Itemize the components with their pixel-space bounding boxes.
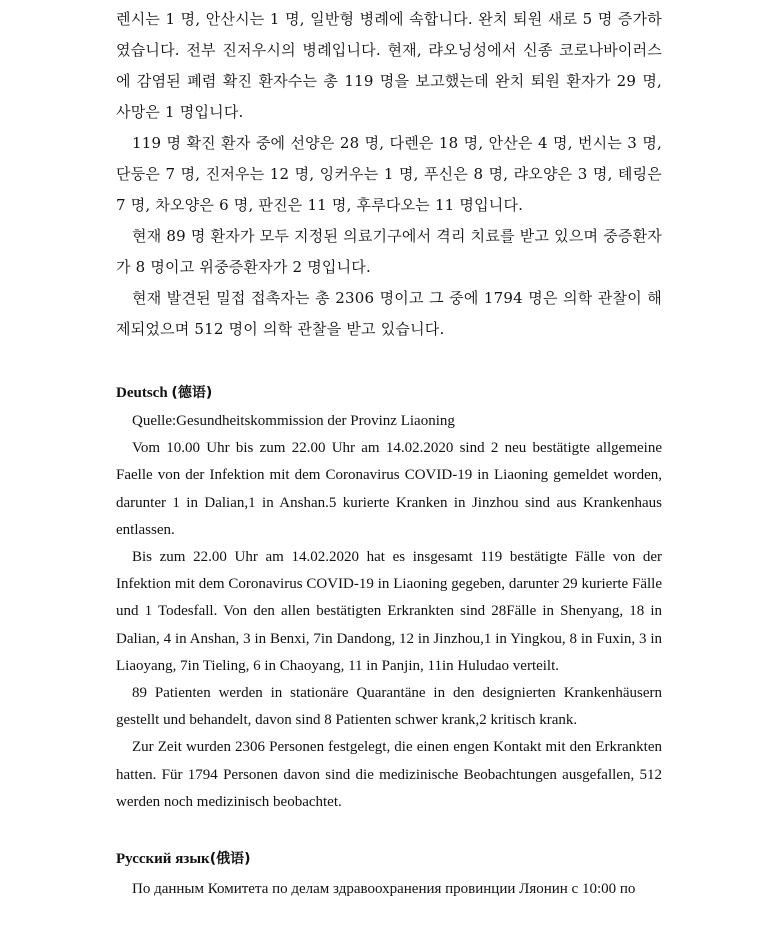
german-paragraph-3: 89 Patienten werden in stationäre Quarantäne in den designierten Krankenhäusern gestellt und behandelt, davon sind 8 Patienten schwer krank,2 kritisch krank. — [116, 685, 662, 729]
korean-paragraph-1: 렌시는 1 명, 안산시는 1 명, 일반형 병례에 속합니다. 완치 퇴원 새로 5 명 증가하였습니다. 전부 진저우시의 병례입니다. 현재, 랴오닝성에서 신종 코로나바이러스에 감염된 폐렴 확진 환자수는 총 119 명을 보고했는데 완치 퇴원 환자가 29 명, 사망은 1 명입니다. — [116, 10, 662, 121]
korean-paragraph-4: 현재 발견된 밀접 접촉자는 총 2306 명이고 그 중에 1794 명은 의학 관찰이 해제되었으며 512 명이 의학 관찰을 받고 있습니다. — [116, 289, 662, 338]
german-section — [116, 378, 662, 816]
russian-paragraph-1: По данным Комитета по делам здравоохранения провинции Ляонин с 10:00 по — [132, 881, 636, 898]
russian-heading — [116, 844, 662, 874]
german-heading-label: Deutsch — [116, 385, 168, 401]
russian-heading-chinese: (俄语) — [209, 851, 251, 868]
section-spacer — [116, 345, 662, 378]
document-page — [116, 4, 662, 904]
german-paragraph-4: Zur Zeit wurden 2306 Personen festgelegt, die einen engen Kontakt mit den Erkrankten hatten. Für 1794 Personen davon sind die medizinische Beobachtungen ausgefallen, 512 werden noch medizinisch beobachtet. — [116, 739, 662, 810]
german-paragraph-2: Bis zum 22.00 Uhr am 14.02.2020 hat es insgesamt 119 bestätigte Fälle von der Infektion mit dem Coronavirus COVID-19 in Liaoning gegeben, darunter 29 kurierte Fälle und 1 Todesfall. Von den allen bestätigten Erkrankten sind 28Fälle in Shenyang, 18 in Dalian, 4 in Anshan, 3 in Benxi, 7in Dandong, 12 in Jinzhou,1 in Yingkou, 8 in Fuxin, 3 in Liaoyang, 7in Tieling, 6 in Chaoyang, 11 in Panjin, 11in Huludao verteilt. — [116, 549, 662, 674]
russian-heading-label: Русский язык — [116, 851, 210, 868]
korean-paragraph-3: 현재 89 명 환자가 모두 지정된 의료기구에서 격리 치료를 받고 있으며 중증환자가 8 명이고 위중증환자가 2 명입니다. — [116, 227, 662, 276]
german-paragraph-1: Vom 10.00 Uhr bis zum 22.00 Uhr am 14.02.2020 sind 2 neu bestätigte allgemeine Faelle von der Infektion mit dem Coronavirus COVID-19 in Liaoning gemeldet worden, darunter 1 in Dalian,1 in Anshan.5 kurierte Kranken in Jinzhou sind aus Krankenhaus entlassen. — [116, 440, 662, 538]
russian-section — [116, 844, 662, 904]
korean-section — [116, 4, 662, 345]
german-source: Quelle:Gesundheitskommission der Provinz Liaoning — [132, 413, 455, 429]
german-heading — [116, 378, 662, 408]
section-spacer — [116, 816, 662, 844]
german-heading-chinese: (德语) — [171, 385, 213, 401]
korean-paragraph-2: 119 명 확진 환자 중에 선양은 28 명, 다렌은 18 명, 안산은 4 명, 번시는 3 명, 단둥은 7 명, 진저우는 12 명, 잉커우는 1 명, 푸신은 8 명, 랴오양은 3 명, 톄링은 7 명, 차오양은 6 명, 판진은 11 명, 후루다오는 11 명입니다. — [116, 134, 662, 214]
